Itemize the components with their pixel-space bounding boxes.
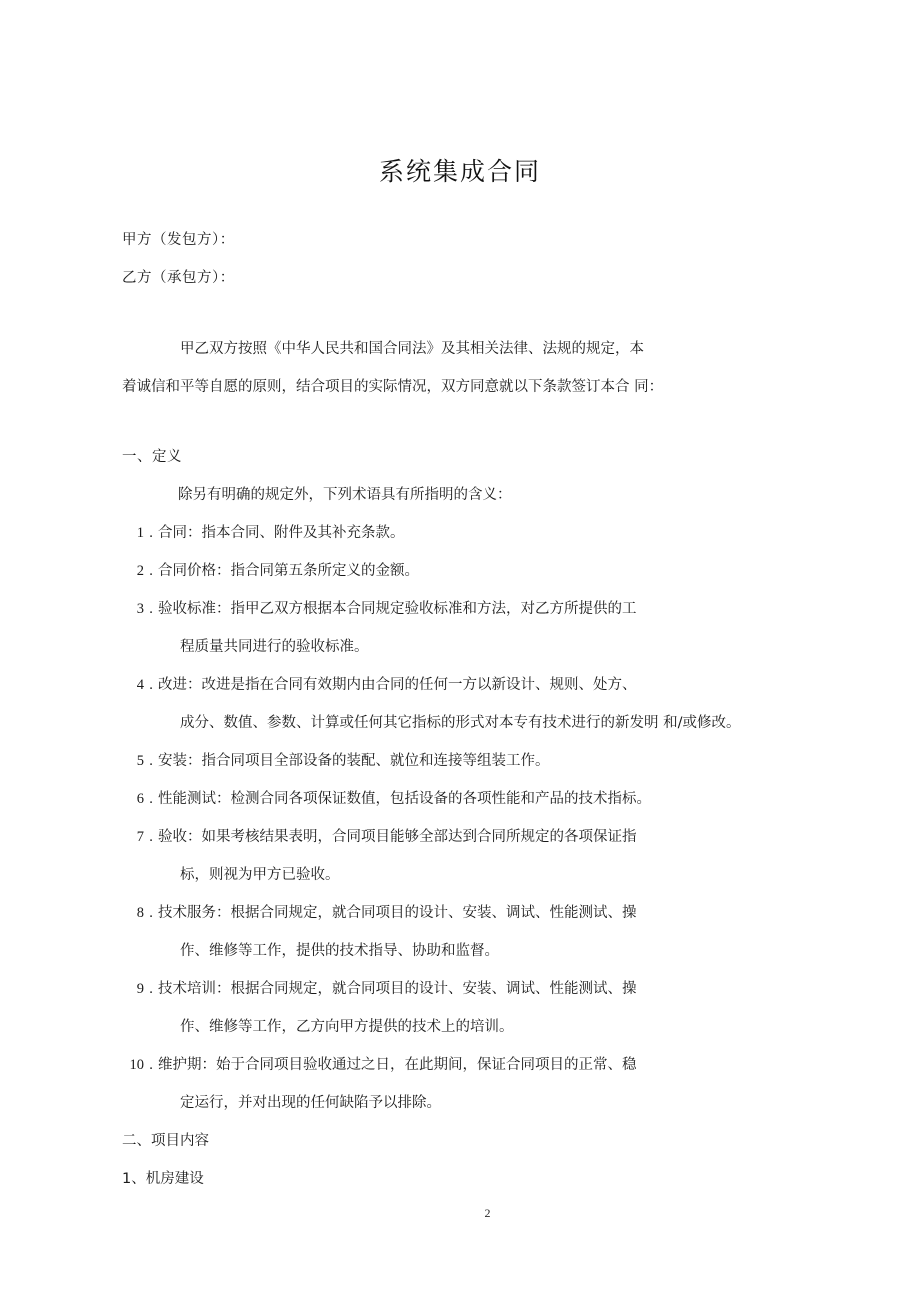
item-text-continued: 作、维修等工作，提供的技术指导、协助和监督。	[180, 943, 499, 959]
item-number: 1	[136, 525, 144, 541]
item-separator: .	[149, 791, 153, 807]
item-separator: .	[149, 905, 153, 921]
item-text: 安装：指合同项目全部设备的装配、就位和连接等组装工作。	[158, 753, 550, 769]
item-text: 技术培训：根据合同规定，就合同项目的设计、安装、调试、性能测试、操	[158, 981, 637, 997]
item-text: 性能测试：检测合同各项保证数值，包括设备的各项性能和产品的技术指标。	[158, 791, 651, 807]
party-row-b	[122, 266, 822, 304]
party-a-label: 甲方（发包方）：	[122, 232, 235, 248]
list-item	[122, 742, 822, 780]
item-number: 2	[136, 563, 144, 579]
item-separator: .	[149, 753, 153, 769]
item-separator: .	[149, 525, 153, 541]
section-two-heading: 二、项目内容	[122, 1133, 209, 1149]
item-number: 7	[136, 829, 144, 845]
item-number: 9	[136, 981, 144, 997]
item-separator: .	[149, 601, 153, 617]
item-text-continued: 标，则视为甲方已验收。	[180, 867, 340, 883]
item-text-continued: 成分、数值、参数、计算或任何其它指标的形式对本专有技术进行的新发明 和/或修改。	[180, 715, 741, 731]
item-number: 8	[136, 905, 144, 921]
item-number: 10	[129, 1057, 144, 1073]
preamble-line-1: 甲乙双方按照《中华人民共和国合同法》及其相关法律、法规的规定，本	[180, 341, 644, 357]
list-item	[122, 552, 822, 590]
section-one-intro: 除另有明确的规定外，下列术语具有所指明的含义：	[178, 487, 512, 503]
preamble-paragraph	[122, 330, 822, 406]
item-text: 验收标准：指甲乙双方根据本合同规定验收标准和方法，对乙方所提供的工	[158, 601, 637, 617]
item-text: 合同：指本合同、附件及其补充条款。	[158, 525, 405, 541]
list-item	[122, 780, 822, 818]
section-one-heading: 一、定义	[122, 449, 182, 465]
item-separator: .	[149, 1057, 153, 1073]
item-text-continued: 程质量共同进行的验收标准。	[180, 639, 369, 655]
item-separator: .	[149, 829, 153, 845]
section-two-item-1: 1、机房建设	[122, 1171, 204, 1187]
party-block	[122, 228, 822, 304]
item-text: 改进：改进是指在合同有效期内由合同的任何一方以新设计、规则、处方、	[158, 677, 637, 693]
item-text: 验收：如果考核结果表明，合同项目能够全部达到合同所规定的各项保证指	[158, 829, 637, 845]
list-item	[122, 970, 822, 1046]
list-item	[122, 514, 822, 552]
party-b-fill-line[interactable]: ______________________________________	[236, 270, 498, 284]
item-number: 3	[136, 601, 144, 617]
item-text-continued: 定运行，并对出现的任何缺陷予以排除。	[180, 1095, 441, 1111]
party-a-fill-line[interactable]: _____________________________________	[244, 232, 499, 246]
item-text: 技术服务：根据合同规定，就合同项目的设计、安装、调试、性能测试、操	[158, 905, 637, 921]
party-b-label: 乙方（承包方）：	[122, 270, 235, 286]
definition-list	[122, 514, 822, 1122]
item-separator: .	[149, 981, 153, 997]
item-number: 4	[136, 677, 144, 693]
party-row-a	[122, 228, 822, 266]
list-item	[122, 666, 822, 742]
item-text: 维护期：始于合同项目验收通过之日，在此期间，保证合同项目的正常、稳	[158, 1057, 637, 1073]
item-number: 6	[136, 791, 144, 807]
document-title: 系统集成合同	[378, 157, 541, 186]
item-separator: .	[149, 677, 153, 693]
item-separator: .	[149, 563, 153, 579]
page-number: 2	[484, 1206, 491, 1220]
list-item	[122, 1046, 822, 1122]
item-number: 5	[136, 753, 144, 769]
item-text-continued: 作、维修等工作，乙方向甲方提供的技术上的培训。	[180, 1019, 514, 1035]
list-item	[122, 818, 822, 894]
list-item	[122, 590, 822, 666]
item-text: 合同价格：指合同第五条所定义的金额。	[158, 563, 419, 579]
document-body	[122, 228, 822, 1198]
list-item	[122, 894, 822, 970]
preamble-line-2: 着诚信和平等自愿的原则，结合项目的实际情况，双方同意就以下条款签订本合 同：	[122, 379, 664, 395]
